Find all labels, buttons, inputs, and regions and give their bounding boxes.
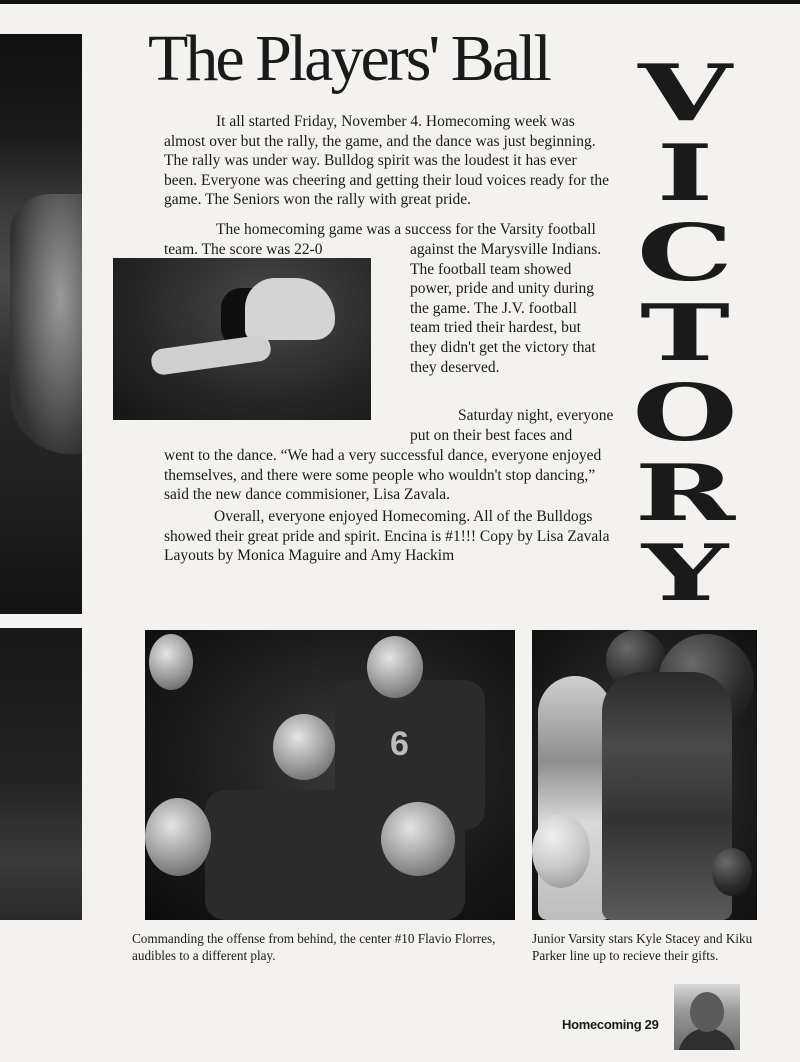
face-image	[10, 194, 82, 454]
offense-photo-helmet	[367, 636, 423, 698]
paragraph-closing: Overall, everyone enjoyed Homecoming. All of the Bulldogs showed their great pride and spirit. Encina is #1!!! Copy by Lisa Zavala Layouts by Monica Maguire and Amy Hackim	[164, 508, 610, 565]
left-photo-strip-top	[0, 34, 82, 614]
paragraph-game-lead: The homecoming game was a success for the Varsity football team. The score was 22-0	[164, 221, 596, 258]
victory-letter: T	[640, 288, 730, 379]
victory-letter: I	[656, 128, 714, 219]
paragraph-dance-lead: Saturday night, everyone put on their best faces and	[410, 407, 614, 444]
jv-photo-caption: Junior Varsity stars Kyle Stacey and Kiku Parker line up to recieve their gifts.	[532, 931, 753, 963]
victory-letter: V	[638, 48, 732, 139]
tackle-photo-legs	[150, 334, 272, 376]
jv-photo-person	[602, 672, 732, 920]
paragraph-dance: went to the dance. “We had a very successful dance, everyone enjoyed themselves, and there were some people who wouldn't stop dancing,” said the new dance commisioner, Lisa Zavala.	[164, 447, 602, 504]
victory-letters	[620, 48, 750, 619]
offense-photo	[145, 630, 515, 920]
jv-photo	[532, 630, 757, 920]
offense-photo-helmet	[149, 634, 193, 690]
victory-letter: C	[636, 208, 734, 299]
victory-letter: R	[634, 448, 736, 539]
tackle-photo	[113, 258, 371, 420]
offense-photo-helmet	[273, 714, 335, 780]
jv-photo-balloon	[712, 848, 752, 896]
page-title: The Players' Ball	[148, 22, 549, 95]
victory-letter: Y	[641, 528, 729, 619]
portrait-photo-head	[690, 992, 724, 1032]
paragraph-rally: It all started Friday, November 4. Homecoming week was almost over but the rally, the game, and the dance was just beginning. The rally was under way. Bulldog spirit was the loudest it has ever been. Everyone was cheering and getting their loud voices ready for the game. The Seniors won the rally with great pride.	[164, 113, 610, 209]
jv-photo-balloon	[532, 814, 590, 888]
portrait-photo	[674, 984, 740, 1050]
paragraph-game-wrap: against the Marysville Indians. The football team showed power, pride and unity during the game. The J.V. football team tried their hardest, but they didn't get the victory that they deserved.	[410, 241, 602, 376]
offense-photo-helmet	[381, 802, 455, 876]
offense-photo-caption: Commanding the offense from behind, the center #10 Flavio Florres, audibles to a different play.	[132, 931, 496, 963]
victory-letter: O	[632, 368, 738, 459]
top-rule	[0, 0, 800, 4]
offense-photo-number: 6	[390, 725, 409, 763]
tackle-photo-player	[245, 278, 335, 340]
offense-photo-helmet	[145, 798, 211, 876]
page-folio: Homecoming 29	[562, 1017, 659, 1032]
left-photo-strip-bottom	[0, 628, 82, 920]
